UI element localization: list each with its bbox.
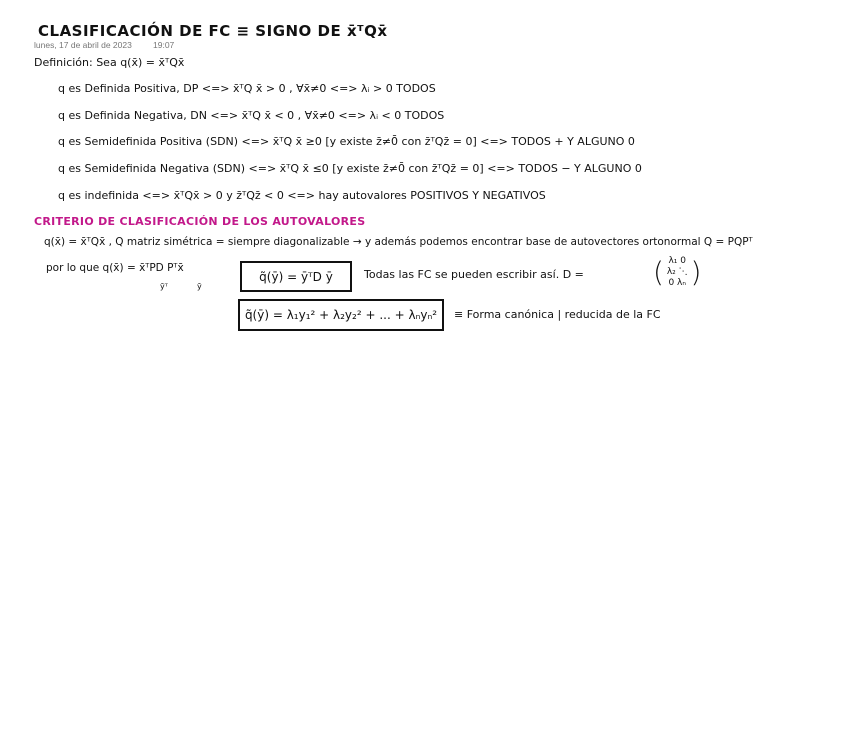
classification-definida-positiva: q es Definida Positiva, DP <=> x̄ᵀQ x̄ > 0 , ∀x̄≠0 <=> λᵢ > 0 TODOS bbox=[58, 82, 436, 95]
definition-line: Definición: Sea q(x̄) = x̄ᵀQx̄ bbox=[34, 56, 185, 69]
todas-las-fc-line: Todas las FC se pueden escribir así. D = bbox=[364, 268, 584, 281]
matrix-right-bracket: ) bbox=[690, 255, 702, 289]
page-title: CLASIFICACIÓN DE FC ≡ SIGNO DE x̄ᵀQx̄ bbox=[38, 22, 388, 40]
matrix-body bbox=[667, 256, 688, 289]
matrix-row-1: λ₁ 0 bbox=[668, 256, 686, 266]
diagonal-matrix bbox=[653, 256, 701, 289]
matrix-left-bracket: ( bbox=[653, 255, 664, 289]
classification-semidefinida-negativa: q es Semidefinida Negativa (SDN) <=> x̄ᵀQ x̄ ≤0 [y existe z̄≠0̄ con z̄ᵀQz̄ = 0] <=> TODOS − Y ALGUNO 0 bbox=[58, 162, 642, 175]
underbrace-label-y: ȳ bbox=[197, 282, 202, 291]
boxed-formula-canonical-text: q̃(ȳ) = λ₁y₁² + λ₂y₂² + ... + λₙyₙ² bbox=[244, 308, 438, 322]
note-time: 19:07 bbox=[153, 40, 175, 50]
boxed-formula-reduced-text: q̃(ȳ) = ȳᵀD ȳ bbox=[259, 269, 333, 284]
diagonalization-line: q(x̄) = x̄ᵀQx̄ , Q matriz simétrica = siempre diagonalizable → y además podemos encontrar base de autovectores ortonormal Q = PQPᵀ bbox=[44, 236, 753, 248]
criterion-heading: CRITERIO DE CLASIFICACIÓN DE LOS AUTOVALORES bbox=[34, 215, 366, 228]
classification-definida-negativa: q es Definida Negativa, DN <=> x̄ᵀQ x̄ < 0 , ∀x̄≠0 <=> λᵢ < 0 TODOS bbox=[58, 109, 445, 122]
boxed-formula-canonical bbox=[238, 299, 444, 331]
note-date: lunes, 17 de abril de 2023 bbox=[34, 40, 132, 50]
underbrace-label-yT: ȳᵀ bbox=[160, 282, 168, 291]
canonical-form-label: ≡ Forma canónica | reducida de la FC bbox=[454, 308, 661, 321]
classification-semidefinida-positiva: q es Semidefinida Positiva (SDN) <=> x̄ᵀQ x̄ ≥0 [y existe z̄≠0̄ con z̄ᵀQz̄ = 0] <=> TODOS + Y ALGUNO 0 bbox=[58, 135, 635, 148]
classification-indefinida: q es indefinida <=> x̄ᵀQx̄ > 0 y z̄ᵀQz̄ < 0 <=> hay autovalores POSITIVOS Y NEGATIVOS bbox=[58, 189, 546, 202]
por-lo-que-line: por lo que q(x̄) = x̄ᵀPD Pᵀx̄ bbox=[46, 262, 184, 274]
boxed-formula-reduced bbox=[240, 261, 352, 292]
matrix-row-2: λ₂ ⋱ bbox=[666, 267, 688, 277]
matrix-row-3: 0 λₙ bbox=[668, 278, 686, 288]
